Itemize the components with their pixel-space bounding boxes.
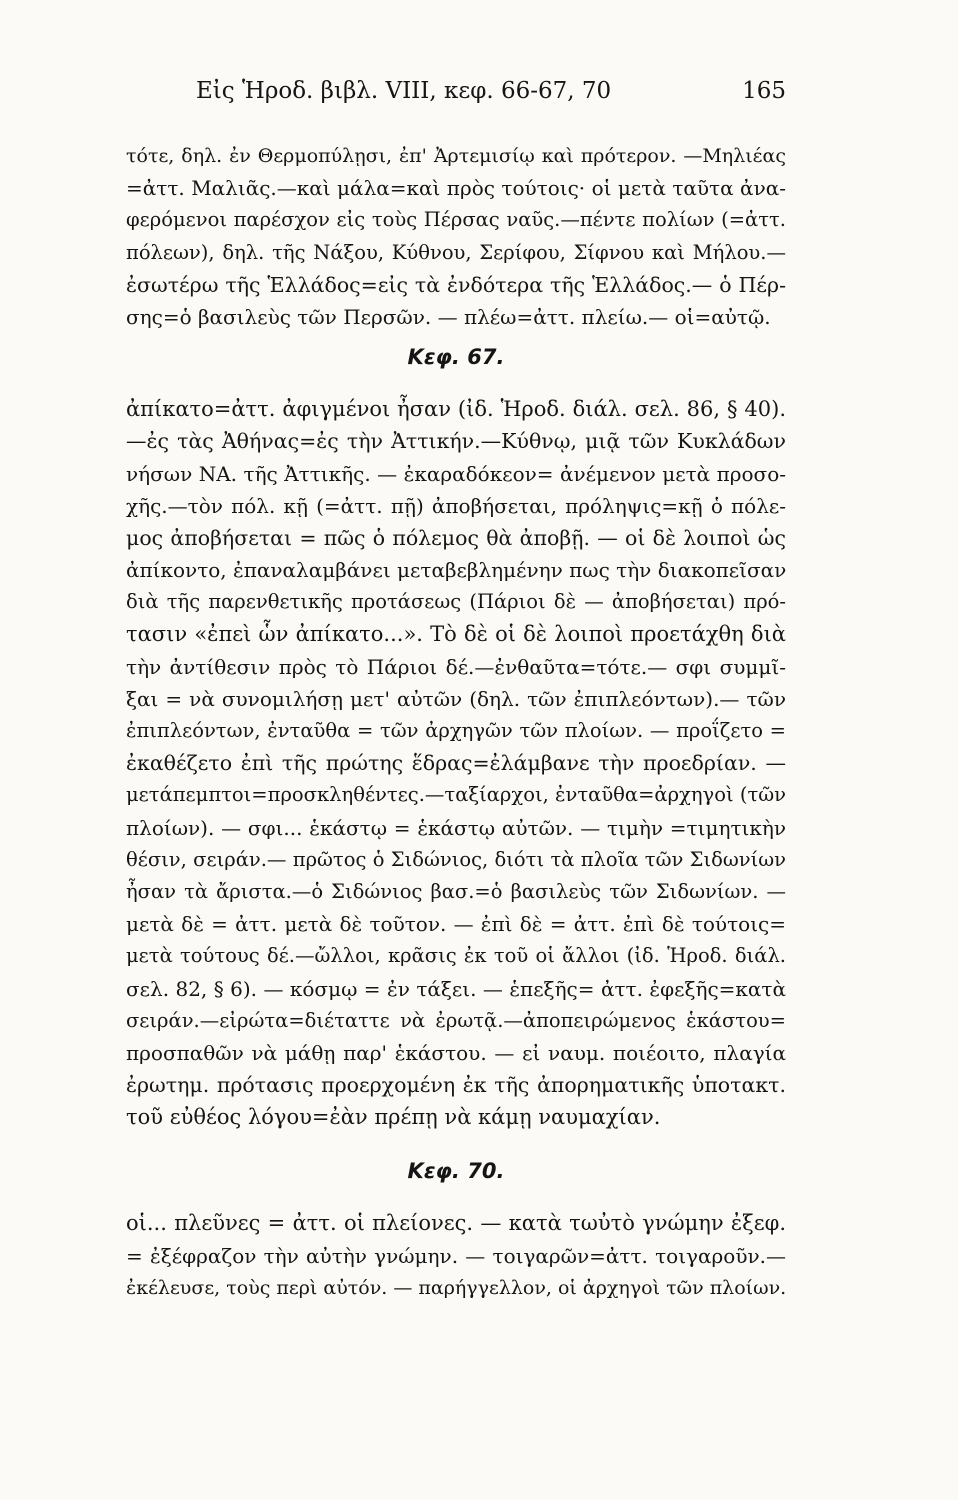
section-heading-ch67: Κεφ. 67. [407,345,505,370]
text-line: ἐρωτημ. πρότασις προερχομένη ἐκ τῆς ἀπορηματικῆς ὑποτακτ. [126,1073,786,1098]
text-line: τότε, δηλ. ἐν Θερμοπύλῃσι, ἐπ' Ἀρτεμισίῳ καὶ πρότερον. —Μηλιέας [126,145,786,167]
text-line: σης=ὁ βασιλεὺς τῶν Περσῶν. — πλέω=ἀττ. πλείω.— οἱ=αὐτῷ. [126,304,771,329]
text-line: μος ἀποβήσεται = πῶς ὁ πόλεμος θὰ ἀποβῇ. — οἱ δὲ λοιποὶ ὡς [126,525,786,550]
text-line: ἦσαν τὰ ἄριστα.—ὁ Σιδώνιος βασ.=ὁ βασιλεὺς τῶν Σιδωνίων. — [126,879,786,903]
text-line: ἐκέλευσε, τοὺς περὶ αὐτόν. — παρήγγελλον, οἱ ἀρχηγοὶ τῶν πλοίων. [126,1276,787,1299]
text-line: προσπαθῶν νὰ μάθῃ παρ' ἑκάστου. — εἰ ναυμ. ποιέοιτο, πλαγία [126,1040,786,1065]
text-line: μετὰ δὲ = ἀττ. μετὰ δὲ τοῦτον. — ἐπὶ δὲ = ἀττ. ἐπὶ δὲ τούτοις= [126,912,786,937]
text-line: νήσων ΝΑ. τῆς Ἀττικῆς. — ἐκαραδόκεον= ἀνέμενον μετὰ προσο- [126,461,786,486]
text-line: ἀπίκοντο, ἐπαναλαμβάνει μεταβεβλημένην πως τὴν διακοπεῖσαν [126,558,787,583]
text-line: ξαι = νὰ συνομιλήσῃ μετ' αὐτῶν (δηλ. τῶν ἐπιπλεόντων).— τῶν [126,686,786,711]
text-line: =ἀττ. Μαλιᾶς.—καὶ μάλα=καὶ πρὸς τούτοις· οἱ μετὰ ταῦτα ἀνα- [126,176,786,201]
page-number: 165 [742,78,786,104]
text-line: θέσιν, σειράν.— πρῶτος ὁ Σιδώνιος, διότι τὰ πλοῖα τῶν Σιδωνίων [126,847,786,871]
text-line: ἐσωτέρω τῆς Ἑλλάδος=εἰς τὰ ἐνδότερα τῆς Ἑλλάδος.— ὁ Πέρ- [126,272,786,297]
page-body [126,140,786,1304]
text-line: = ἐξέφραζον τὴν αὐτὴν γνώμην. — τοιγαρῶν=ἀττ. τοιγαροῦν.— [126,1243,786,1268]
text-line: ἀπίκατο=ἀττ. ἀφιγμένοι ἦσαν (ἰδ. Ἡροδ. διάλ. σελ. 86, § 40). [126,397,786,422]
text-line: διὰ τῆς παρενθετικῆς προτάσεως (Πάριοι δὲ — ἀποβήσεται) πρό- [126,590,786,614]
section-heading-ch70: Κεφ. 70. [407,1159,505,1184]
header-title: Εἰς Ἡροδ. βιβλ. VIII, κεφ. 66-67, 70 [196,78,612,104]
commentary-block-ch70 [126,1207,786,1304]
text-line: ἐπιπλεόντων, ἐνταῦθα = τῶν ἀρχηγῶν τῶν πλοίων. — προΐζετο = [126,719,786,742]
running-header [196,78,786,112]
text-line: σελ. 82, § 6). — κόσμῳ = ἐν τάξει. — ἑπεξῆς= ἀττ. ἐφεξῆς=κατὰ [126,976,786,1001]
text-line: μετὰ τούτους δέ.—ὤλλοι, κρᾶσις ἐκ τοῦ οἱ ἄλλοι (ἰδ. Ἡροδ. διάλ. [126,944,786,968]
text-line: σειράν.—εἰρώτα=διέταττε νὰ ἐρωτᾷ.—ἀποπειρώμενος ἑκάστου= [126,1008,786,1032]
text-line: μετάπεμπτοι=προσκληθέντες.—ταξίαρχοι, ἐνταῦθα=ἀρχηγοὶ (τῶν [126,783,786,807]
commentary-block-ch66 [126,140,786,333]
text-line: ἐκαθέζετο ἐπὶ τῆς πρώτης ἕδρας=ἐλάμβανε τὴν προεδρίαν. — [126,751,786,776]
text-line: —ἐς τὰς Ἀθήνας=ἐς τὴν Ἀττικήν.—Κύθνῳ, μιᾷ τῶν Κυκλάδων [126,429,786,454]
text-line: τοῦ εὐθέος λόγου=ἐὰν πρέπῃ νὰ κάμῃ ναυμαχίαν. [126,1105,661,1130]
text-line: πλοίων). — σφι... ἑκάστῳ = ἑκάστῳ αὐτῶν. — τιμὴν =τιμητικὴν [126,815,786,840]
text-line: τασιν «ἐπεὶ ὧν ἀπίκατο...». Τὸ δὲ οἱ δὲ λοιποὶ προετάχθη διὰ [126,622,786,647]
text-line: χῆς.—τὸν πόλ. κῇ (=ἀττ. πῇ) ἀποβήσεται, πρόληψις=κῇ ὁ πόλε- [126,493,786,518]
text-line: φερόμενοι παρέσχον εἰς τοὺς Πέρσας ναῦς.—πέντε πολίων (=ἀττ. [126,208,786,232]
commentary-block-ch67 [126,393,786,1133]
text-line: οἱ... πλεῦνες = ἀττ. οἱ πλείονες. — κατὰ τωὐτὸ γνώμην ἐξεφ. [126,1211,786,1236]
text-line: τὴν ἀντίθεσιν πρὸς τὸ Πάριοι δέ.—ἐνθαῦτα=τότε.— σφι συμμῖ- [126,654,786,679]
text-line: πόλεων), δηλ. τῆς Νάξου, Κύθνου, Σερίφου, Σίφνου καὶ Μήλου.— [126,240,786,264]
